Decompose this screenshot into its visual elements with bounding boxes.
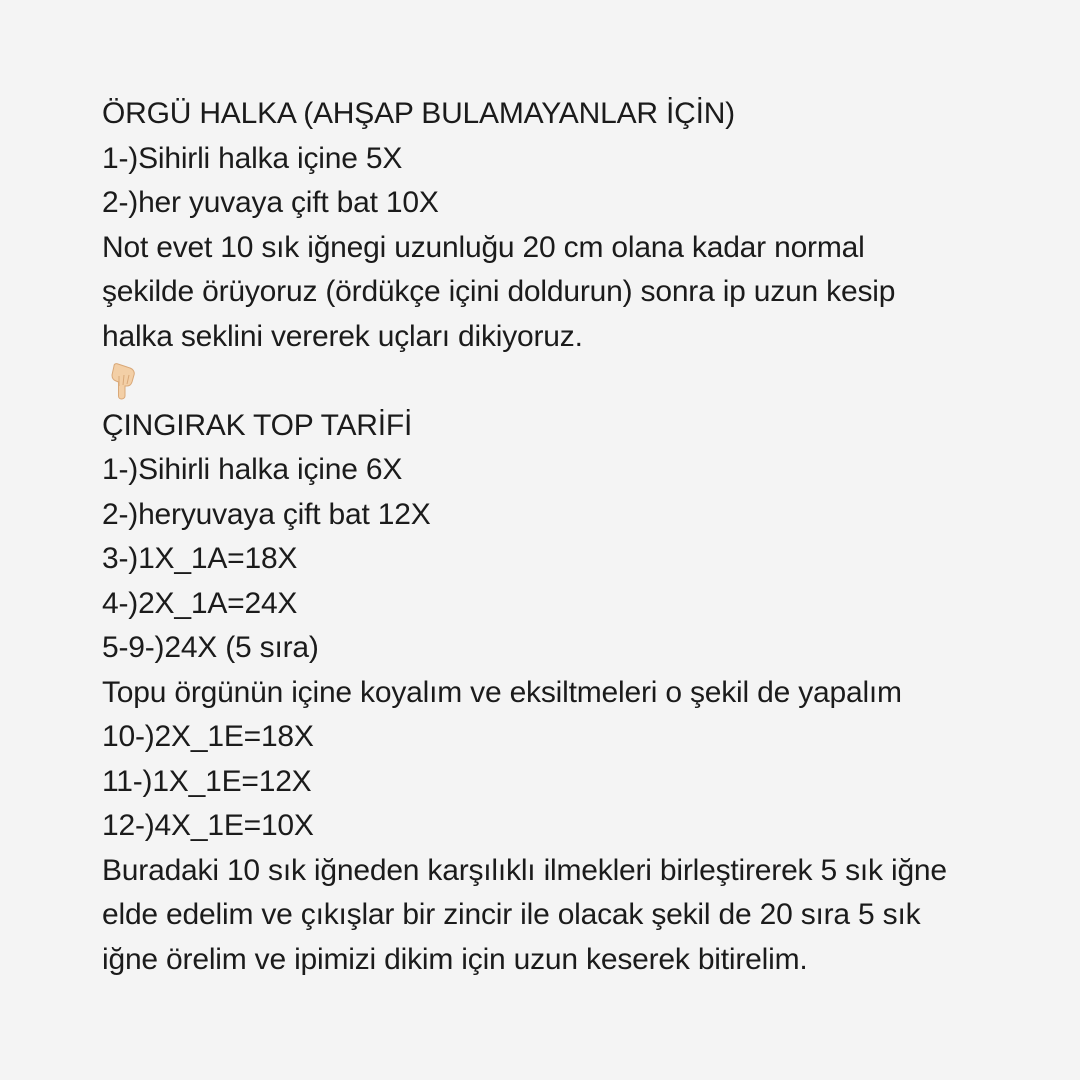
pointing-down-hand-icon bbox=[108, 362, 138, 400]
section2-mid-note: Topu örgünün içine koyalım ve eksiltmeleri o şekil de yapalım bbox=[102, 675, 902, 709]
section2-step: 12-)4X_1E=10X bbox=[102, 809, 314, 842]
section2-final-note-line: elde edelim ve çıkışlar bir zincir ile olacak şekil de 20 sıra 5 sık bbox=[102, 898, 921, 931]
section2-step: 3-)1X_1A=18X bbox=[102, 542, 298, 575]
recipe-text bbox=[102, 92, 1062, 982]
section2-step: 10-)2X_1E=18X bbox=[102, 720, 314, 753]
section1-step: 2-)her yuvaya çift bat 10X bbox=[102, 186, 439, 219]
section1-title: ÖRGÜ HALKA (AHŞAP BULAMAYANLAR İÇİN) bbox=[102, 97, 735, 130]
section1-note-line: halka seklini vererek uçları dikiyoruz. bbox=[102, 319, 583, 353]
section2-step: 4-)2X_1A=24X bbox=[102, 586, 298, 620]
section1-note-line: şekilde örüyoruz (ördükçe içini doldurun) sonra ip uzun kesip bbox=[102, 275, 896, 308]
section2-step: 1-)Sihirli halka içine 6X bbox=[102, 453, 403, 486]
section1-note-line: Not evet 10 sık iğnegi uzunluğu 20 cm olana kadar normal bbox=[102, 230, 865, 264]
section2-step: 5-9-)24X (5 sıra) bbox=[102, 631, 319, 664]
section2-step: 11-)1X_1E=12X bbox=[102, 764, 312, 798]
section1-step: 1-)Sihirli halka içine 5X bbox=[102, 141, 403, 175]
section2-final-note-line: Buradaki 10 sık iğneden karşılıklı ilmekleri birleştirerek 5 sık iğne bbox=[102, 853, 947, 887]
section2-final-note-line: iğne örelim ve ipimizi dikim için uzun keserek bitirelim. bbox=[102, 942, 808, 976]
divider bbox=[102, 359, 1062, 404]
section2-step: 2-)heryuvaya çift bat 12X bbox=[102, 497, 431, 531]
section2-title: ÇINGIRAK TOP TARİFİ bbox=[102, 408, 413, 442]
